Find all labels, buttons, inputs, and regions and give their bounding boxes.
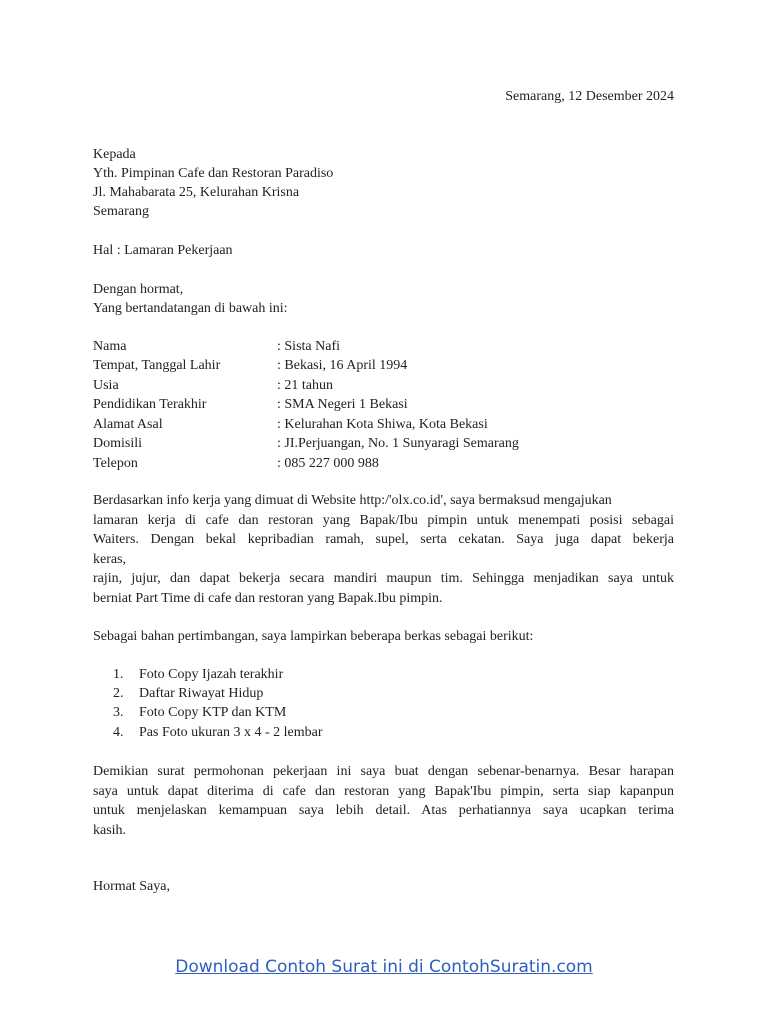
field-value-domisili: : JI.Perjuangan, No. 1 Sunyaragi Semarang (277, 436, 519, 451)
list-number: 1. (113, 667, 124, 682)
list-item: Foto Copy KTP dan KTM (139, 705, 287, 720)
body-line-1: Berdasarkan info kerja yang dimuat di Website http:/'olx.co.id', saya bermaksud mengajukan (93, 493, 612, 508)
body-line-4: keras, (93, 551, 127, 567)
field-label-alamat: Alamat Asal (93, 417, 163, 432)
field-label-nama: Nama (93, 339, 127, 354)
field-label-ttl: Tempat, Tanggal Lahir (93, 358, 221, 373)
closing-line-1: Demikian surat permohonan pekerjaan ini saya buat dengan sebenar-benarnya. Besar harapan (93, 764, 674, 779)
letter-greeting: Dengan hormat, (93, 282, 184, 297)
field-value-telepon: : 085 227 000 988 (277, 456, 379, 471)
letter-subject: Hal : Lamaran Pekerjaan (93, 243, 233, 258)
letter-intro: Yang bertandatangan di bawah ini: (93, 301, 288, 316)
field-value-nama: : Sista Nafi (277, 339, 340, 354)
letter-date: Semarang, 12 Desember 2024 (505, 89, 674, 104)
recipient-line-4: Semarang (93, 204, 149, 219)
list-number: 4. (113, 725, 124, 740)
field-label-usia: Usia (93, 378, 119, 393)
field-value-usia: : 21 tahun (277, 378, 333, 393)
list-item: Pas Foto ukuran 3 x 4 - 2 lembar (139, 725, 323, 740)
download-link[interactable]: Download Contoh Surat ini di ContohSuratin.com (175, 957, 593, 977)
recipient-line-3: Jl. Mahabarata 25, Kelurahan Krisna (93, 185, 300, 200)
list-number: 2. (113, 686, 124, 701)
field-label-domisili: Domisili (93, 436, 143, 451)
list-item: Daftar Riwayat Hidup (139, 686, 264, 701)
list-item: Foto Copy Ijazah terakhir (139, 667, 284, 682)
body-line-5: rajin, jujur, dan dapat bekerja secara mandiri maupun tim. Sehingga menjadikan saya untuk (93, 571, 674, 586)
body-line-2: lamaran kerja di cafe dan restoran yang Bapak/Ibu pimpin untuk menempati posisi sebagai (93, 512, 674, 528)
field-label-telepon: Telepon (93, 456, 138, 471)
field-value-ttl: : Bekasi, 16 April 1994 (277, 358, 408, 373)
body-line-3: Waiters. Dengan bekal kepribadian ramah, supel, serta cekatan. Saya juga dapat bekerja (93, 532, 674, 547)
recipient-line-1: Kepada (93, 147, 136, 162)
field-value-pendidikan: : SMA Negeri 1 Bekasi (277, 397, 408, 412)
letter-signoff: Hormat Saya, (93, 879, 170, 894)
field-label-pendidikan: Pendidikan Terakhir (93, 397, 207, 412)
closing-line-3: untuk menjelaskan kemampuan saya lebih detail. Atas perhatiannya saya ucapkan terima (93, 803, 674, 818)
body-line-6: berniat Part Time di cafe dan restoran yang Bapak.Ibu pimpin. (93, 590, 443, 606)
recipient-line-2: Yth. Pimpinan Cafe dan Restoran Paradiso (93, 166, 334, 181)
closing-paragraph (93, 762, 674, 840)
closing-line-2: saya untuk dapat diterima di cafe dan restoran yang Bapak'Ibu pimpin, serta siap kapanpun (93, 783, 674, 799)
attachments-intro: Sebagai bahan pertimbangan, saya lampirkan beberapa berkas sebagai berikut: (93, 629, 534, 644)
field-value-alamat: : Kelurahan Kota Shiwa, Kota Bekasi (277, 417, 488, 432)
closing-line-4: kasih. (93, 822, 127, 838)
body-paragraph (93, 491, 674, 608)
list-number: 3. (113, 705, 124, 720)
